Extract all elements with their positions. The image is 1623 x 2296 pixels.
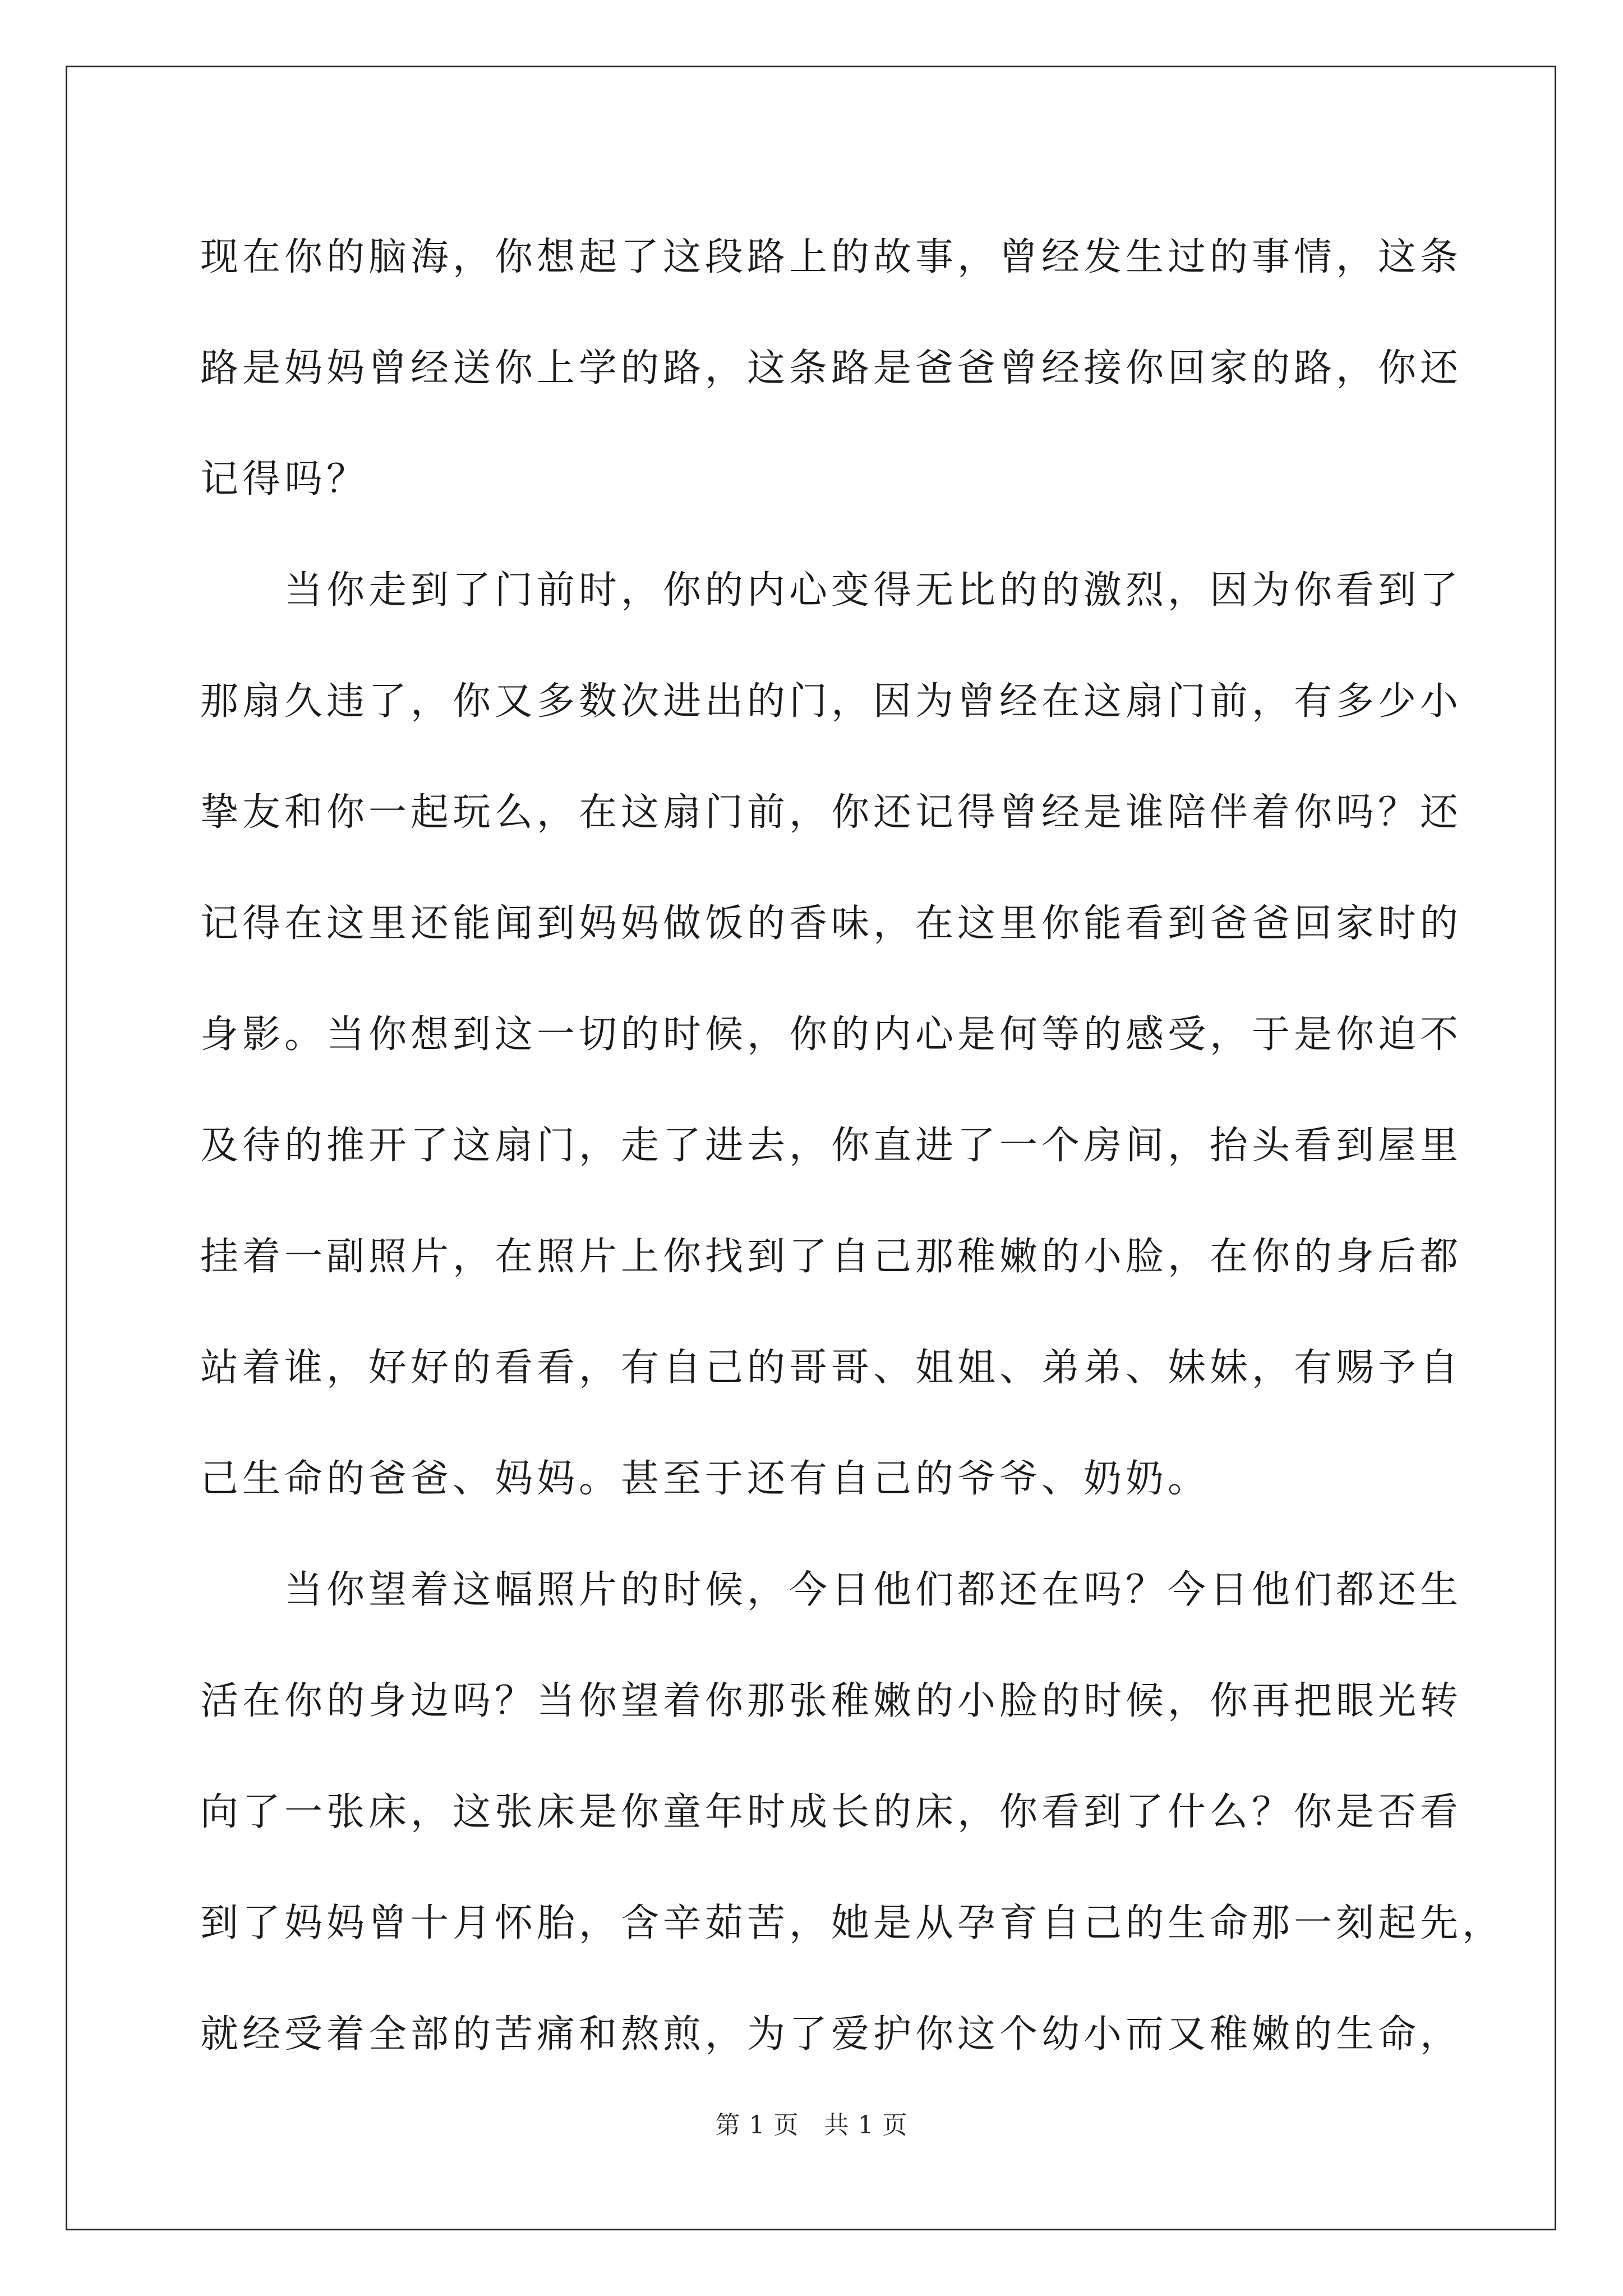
- text-line: 路是妈妈曾经送你上学的路，这条路是爸爸曾经接你回家的路，你还: [200, 346, 1463, 390]
- text-line: 当你望着这幅照片的时候，今日他们都还在吗？今日他们都还生: [200, 1568, 1463, 1612]
- document-body: [200, 202, 1505, 2090]
- text-line: 挂着一副照片，在照片上你找到了自己那稚嫩的小脸，在你的身后都: [200, 1235, 1463, 1279]
- text-line: 现在你的脑海，你想起了这段路上的故事，曾经发生过的事情，这条: [200, 235, 1463, 279]
- text-line: 那扇久违了，你又多数次进出的门，因为曾经在这扇门前，有多少小: [200, 679, 1463, 724]
- text-line: 当你走到了门前时，你的内心变得无比的的激烈，因为你看到了: [200, 568, 1463, 613]
- text-line: 向了一张床，这张床是你童年时成长的床，你看到了什么？你是否看: [200, 1790, 1463, 1834]
- text-line: 活在你的身边吗？当你望着你那张稚嫩的小脸的时候，你再把眼光转: [200, 1679, 1463, 1723]
- text-line: 就经受着全部的苦痛和熬煎，为了爱护你这个幼小而又稚嫩的生命，: [200, 2012, 1463, 2056]
- text-line: 记得在这里还能闻到妈妈做饭的香味，在这里你能看到爸爸回家时的: [200, 901, 1463, 946]
- text-line: 记得吗？: [200, 457, 369, 501]
- text-line: 到了妈妈曾十月怀胎，含辛茹苦，她是从孕育自己的生命那一刻起先，: [200, 1901, 1505, 1945]
- text-line: 挚友和你一起玩么，在这扇门前，你还记得曾经是谁陪伴着你吗？还: [200, 790, 1463, 835]
- text-line: 及待的推开了这扇门，走了进去，你直进了一个房间，抬头看到屋里: [200, 1124, 1463, 1168]
- page-footer: 第 1 页 共 1 页: [715, 2111, 908, 2139]
- text-line: 身影。当你想到这一切的时候，你的内心是何等的感受，于是你迫不: [200, 1013, 1463, 1057]
- text-line: 己生命的爸爸、妈妈。甚至于还有自己的爷爷、奶奶。: [200, 1457, 1210, 1501]
- text-line: 站着谁，好好的看看，有自己的哥哥、姐姐、弟弟、妹妹，有赐予自: [200, 1346, 1463, 1390]
